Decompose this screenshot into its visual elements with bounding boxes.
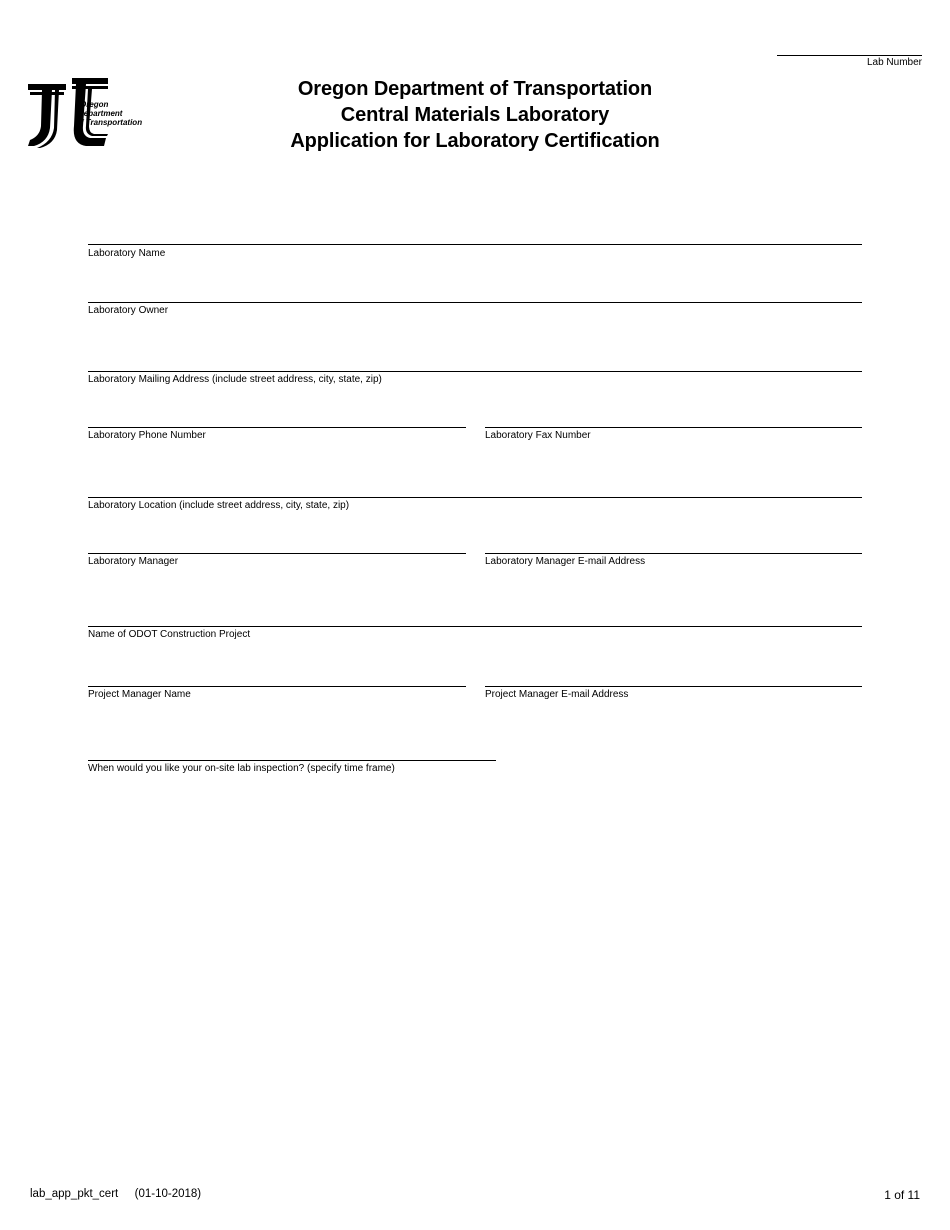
project-manager-label: Project Manager Name — [88, 689, 191, 700]
mailing-address-label: Laboratory Mailing Address (include street address, city, state, zip) — [88, 374, 382, 385]
phone-line[interactable] — [88, 427, 466, 428]
lab-owner-line[interactable] — [88, 302, 862, 303]
lab-number-line[interactable] — [777, 55, 922, 56]
fax-label: Laboratory Fax Number — [485, 430, 591, 441]
mailing-address-line[interactable] — [88, 371, 862, 372]
odot-logo-text — [76, 100, 142, 127]
manager-label: Laboratory Manager — [88, 556, 179, 567]
project-name-label: Name of ODOT Construction Project — [88, 629, 251, 640]
location-label: Laboratory Location (include street address, city, state, zip) — [88, 500, 350, 511]
lab-name-line[interactable] — [88, 244, 862, 245]
project-manager-email-label: Project Manager E-mail Address — [485, 689, 629, 700]
footer-form-code: lab_app_pkt_cert — [30, 1188, 119, 1200]
footer-form-date: (01-10-2018) — [134, 1188, 202, 1200]
title-line-application: Application for Laboratory Certification — [290, 130, 660, 152]
title-line-agency: Oregon Department of Transportation — [297, 78, 653, 100]
page-title — [200, 76, 750, 154]
manager-email-line[interactable] — [485, 553, 862, 554]
location-line[interactable] — [88, 497, 862, 498]
project-name-line[interactable] — [88, 626, 862, 627]
inspection-time-line[interactable] — [88, 760, 496, 761]
page-number: 1 of 11 — [884, 1188, 920, 1202]
lab-number-label: Lab Number — [866, 57, 922, 68]
project-manager-line[interactable] — [88, 686, 466, 687]
inspection-time-label: When would you like your on-site lab inspection? (specify time frame) — [88, 763, 395, 774]
title-line-lab: Central Materials Laboratory — [340, 104, 610, 126]
project-manager-email-line[interactable] — [485, 686, 862, 687]
logo-text-line: Oregon — [80, 100, 109, 109]
logo-text-line: of Transportation — [76, 118, 143, 127]
manager-email-label: Laboratory Manager E-mail Address — [485, 556, 646, 567]
phone-label: Laboratory Phone Number — [88, 430, 206, 441]
fax-line[interactable] — [485, 427, 862, 428]
lab-owner-label: Laboratory Owner — [88, 305, 169, 316]
lab-name-label: Laboratory Name — [88, 248, 166, 259]
logo-text-line: Department — [78, 109, 123, 118]
footer-form-id — [30, 1188, 201, 1200]
manager-line[interactable] — [88, 553, 466, 554]
odot-logo — [28, 76, 158, 150]
